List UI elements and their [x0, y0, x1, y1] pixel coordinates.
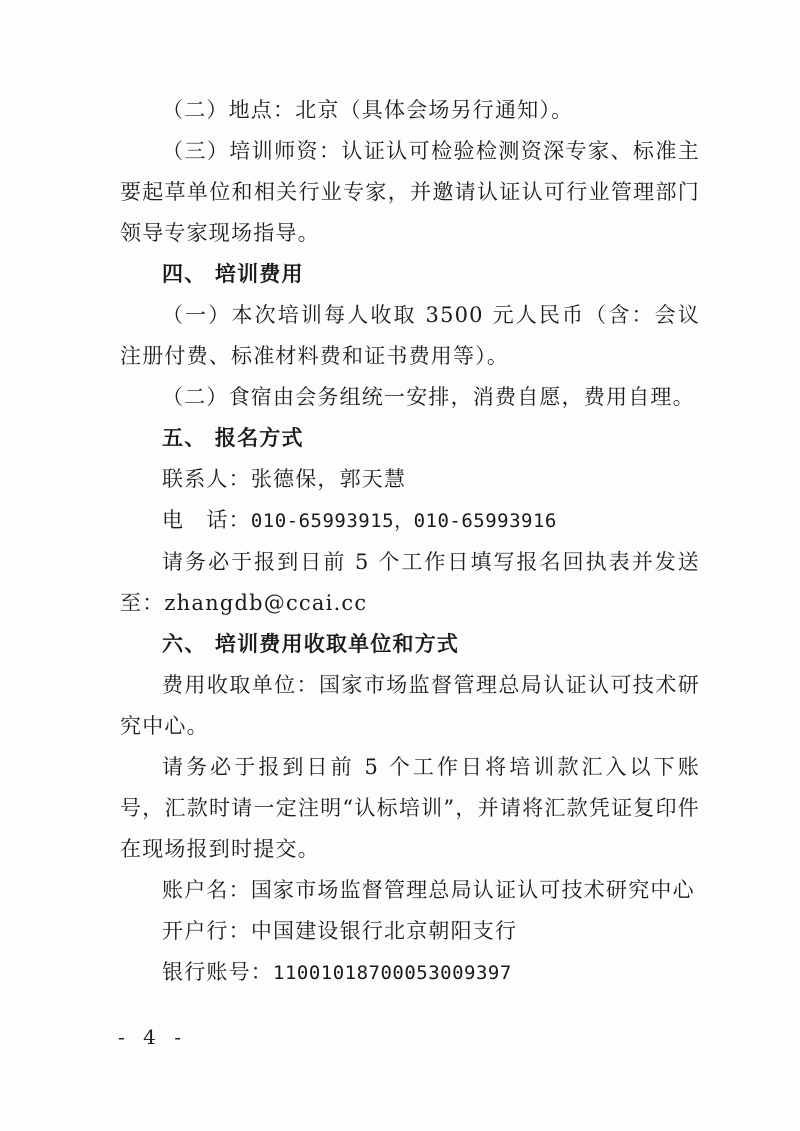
training-location: （二）地点：北京（具体会场另行通知）。 — [162, 98, 574, 122]
account-number-row — [120, 952, 700, 994]
contact-value: 张德保，郭天慧 — [250, 467, 407, 491]
contact-label: 联系人： — [162, 467, 251, 491]
section-heading-payment: 六、 培训费用收取单位和方式 — [162, 632, 460, 656]
account-name-label: 账户名： — [162, 878, 251, 902]
phone-value: 010-65993915，010-65993916 — [250, 510, 557, 532]
phone-label: 电 话： — [162, 508, 251, 532]
account-name-value: 国家市场监督管理总局认证认可技术研究中心 — [250, 878, 695, 902]
fee-amount: （一）本次培训每人收取 3500 元人民币（含：会议注册付费、标准材料费和证书费用等）。 — [120, 303, 700, 368]
document-body — [120, 90, 700, 994]
section-heading-fees: 四、 培训费用 — [162, 262, 304, 286]
section-heading-registration: 五、 报名方式 — [162, 426, 304, 450]
account-number-value: 11001018700053009397 — [273, 962, 512, 984]
training-instructors: （三）培训师资：认证认可检验检测资深专家、标准主要起草单位和相关行业专家，并邀请认证认可行业管理部门领导专家现场指导。 — [120, 139, 700, 245]
bank-row — [120, 911, 700, 952]
bank-value: 中国建设银行北京朝阳支行 — [250, 919, 518, 943]
page-number: - 4 - — [118, 1025, 187, 1049]
accommodation-note: （二）食宿由会务组统一安排，消费自愿，费用自理。 — [162, 385, 695, 409]
bank-label: 开户行： — [162, 919, 251, 943]
phone-row — [120, 500, 700, 542]
payment-unit: 费用收取单位：国家市场监督管理总局认证认可技术研究中心。 — [120, 673, 700, 738]
registration-notice: 请务必于报到日前 5 个工作日填写报名回执表并发送至：zhangdb@ccai.cc — [120, 550, 700, 615]
account-name-row — [120, 870, 700, 911]
payment-notice: 请务必于报到日前 5 个工作日将培训款汇入以下账号，汇款时请一定注明“认标培训”，并请将汇款凭证复印件在现场报到时提交。 — [120, 755, 700, 861]
account-number-label: 银行账号： — [162, 960, 273, 984]
contact-row — [120, 459, 700, 500]
